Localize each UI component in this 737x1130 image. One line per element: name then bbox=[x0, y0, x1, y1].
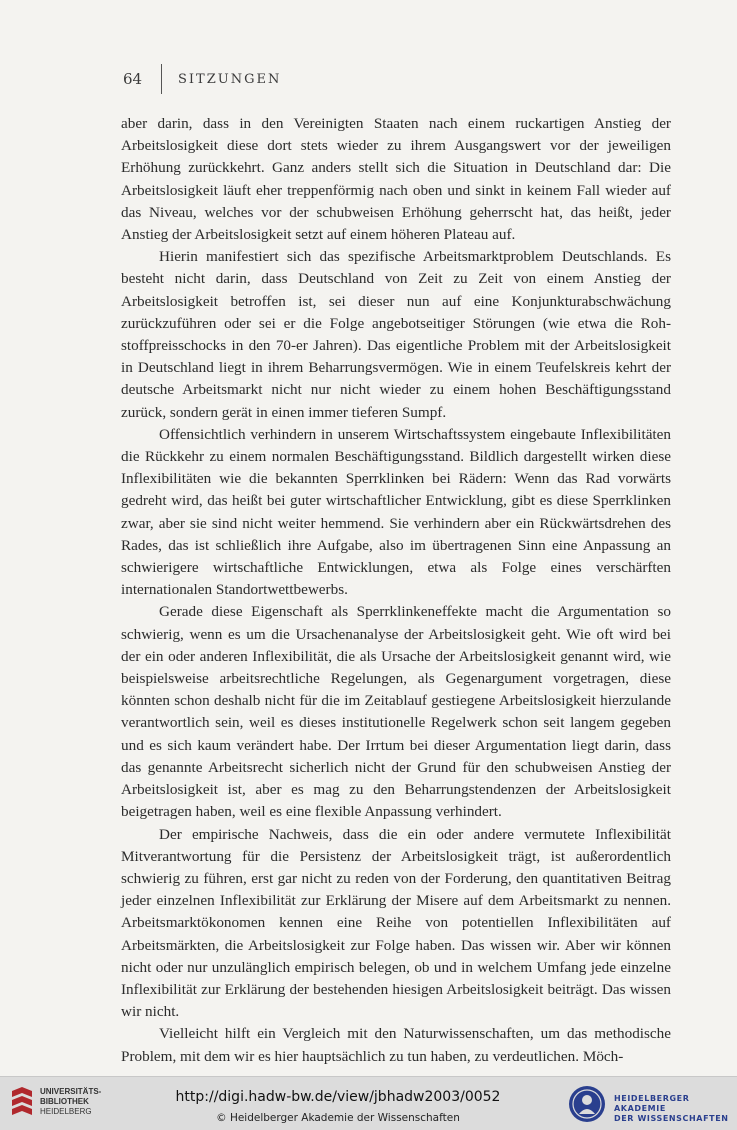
body-text bbox=[121, 113, 671, 1068]
paragraph: Der empirische Nachweis, dass die ein oder andere vermutete Inflexibilität Mitverantwortung für die Persistenz der Arbeitslosigkeit trägt, ist außerordentlich schwierig zu führen, erst gar nicht zu reden von der Forderung, den quantitativen Beitrag jeder einzelnen Inflexibilität zur Erklärung der Misere auf dem Arbeitsmarkt zu nennen. Arbeitsmarktökonomen kennen eine Reihe von potentiellen Inflexibilitäten auf Arbeitsmärkten, die Arbeitslosigkeit zur Folge haben. Das wissen wir. Aber wir können nicht oder nur unzulänglich empirisch belegen, ob und in welchem Umfang jede einzelne Inflexibilität zur Erklärung der bestehenden hiesigen Arbeitslosigkeit beiträgt. Das wissen wir nicht. bbox=[121, 825, 671, 1021]
paragraph: aber darin, dass in den Vereinigten Staaten nach einem ruckartigen Anstieg der Arbeitslosigkeit diese dort stets wieder zu ihrem Ausgangswert vor der jeweiligen Erhöhung zurückkehrt. Ganz anders stellt sich die Situation in Deutschland dar: Die Arbeitslosigkeit läuft eher treppenförmig nach oben und sinkt in keinem Fall wieder auf das Niveau, welches vor der schubweisen Erhöhung geherrscht hat, das heißt, jeder Anstieg der Arbeitslosigkeit setzt auf einem höheren Plateau auf. bbox=[121, 115, 671, 244]
university-library-logo-icon bbox=[8, 1085, 36, 1121]
paragraph: Hierin manifestiert sich das spezifische Arbeitsmarktproblem Deutschlands. Es besteht nicht darin, dass Deutschland von Zeit zu Zeit von einem Anstieg der Arbeitslosigkeit betroffen ist, sei dieser nun auf eine Konjunkturabschwächung zurückzuführen oder sei er die Folge angebotseitiger Störungen (wie etwa die Rohstoffpreisschocks in den 70-er Jahren). Das eigentliche Problem mit der Arbeitslosigkeit in Deutschland liegt in ihrem Beharrungsvermögen. Wie in einem Teufelskreis kehrt der deutsche Arbeitsmarkt nicht nur nicht wieder zu einem hohen Beschäftigungsstand zurück, sondern gerät in einen immer tieferen Sumpf. bbox=[121, 248, 671, 421]
paragraph: Gerade diese Eigenschaft als Sperrklinkeneffekte macht die Argumentation so schwierig, wenn es um die Ursachenanalyse der Arbeitslosigkeit geht. Wie oft wird bei der ein oder anderen Inflexibilität, die als Ursache der Arbeitslosigkeit genannt wird, wie beispielsweise arbeitsrechtliche Regelungen, als Gegenargument vorgetragen, diese könnten schon deshalb nicht für die im Zeitablauf gestiegene Arbeitslosigkeit hierzulande verantwortlich sein, weil es dieses institutionelle Regelwerk schon seit langem gegeben und es sich kaum verändert habe. Der Irrtum bei dieser Argumentation liegt darin, dass das genannte Arbeitsrecht sicherlich nicht der Grund für den schubweisen Anstieg der Arbeitslosigkeit ist, aber es mag zu den Beharrungstendenzen der Arbeitslosigkeit beigetragen haben, weil es eine flexible Anpassung verhindert. bbox=[121, 603, 671, 821]
page-number: 64 bbox=[123, 70, 143, 88]
page-header bbox=[123, 64, 281, 94]
academy-seal-icon bbox=[568, 1085, 606, 1123]
paragraph: Vielleicht hilft ein Vergleich mit den Naturwissenschaften, um das methodische Problem, mit dem wir es hier hauptsächlich zu tun haben, zu verdeutlichen. Möch- bbox=[121, 1025, 671, 1065]
running-head: SITZUNGEN bbox=[178, 71, 282, 87]
permalink-url[interactable]: http://digi.hadw-bw.de/view/jbhadw2003/0052 bbox=[175, 1089, 501, 1105]
viewer-footer bbox=[0, 1076, 737, 1130]
header-divider bbox=[161, 64, 162, 94]
paragraph: Offensichtlich verhindern in unserem Wirtschaftssystem eingebaute Inflexibilitäten die Rückkehr zu einem normalen Beschäftigungsstand. Bildlich dargestellt wirken diese Inflexibilitäten wie die bekannten Sperrklinken bei Rädern: Wenn das Rad vorwärts gedreht wird, das heißt bei guter wirtschaftlicher Entwicklung, gibt es diese Sperrklinken zwar, aber sie sind nicht weiter hemmend. Sie verhindern aber ein Rückwärtsdrehen des Rades, das ist schließlich ihre Aufgabe, also im übertragenen Sinn eine Anpassung an schwierigere wirtschaftliche Entwicklungen, etwa als Folge eines verschärften internationalen Standortwettbewerbs. bbox=[121, 425, 671, 599]
academy-name: HEIDELBERGER AKADEMIE DER WISSENSCHAFTEN bbox=[614, 1094, 729, 1123]
copyright-notice: © Heidelberger Akademie der Wissenschaften bbox=[216, 1112, 460, 1124]
university-library-name: UNIVERSITÄTS- BIBLIOTHEK HEIDELBERG bbox=[40, 1087, 102, 1116]
